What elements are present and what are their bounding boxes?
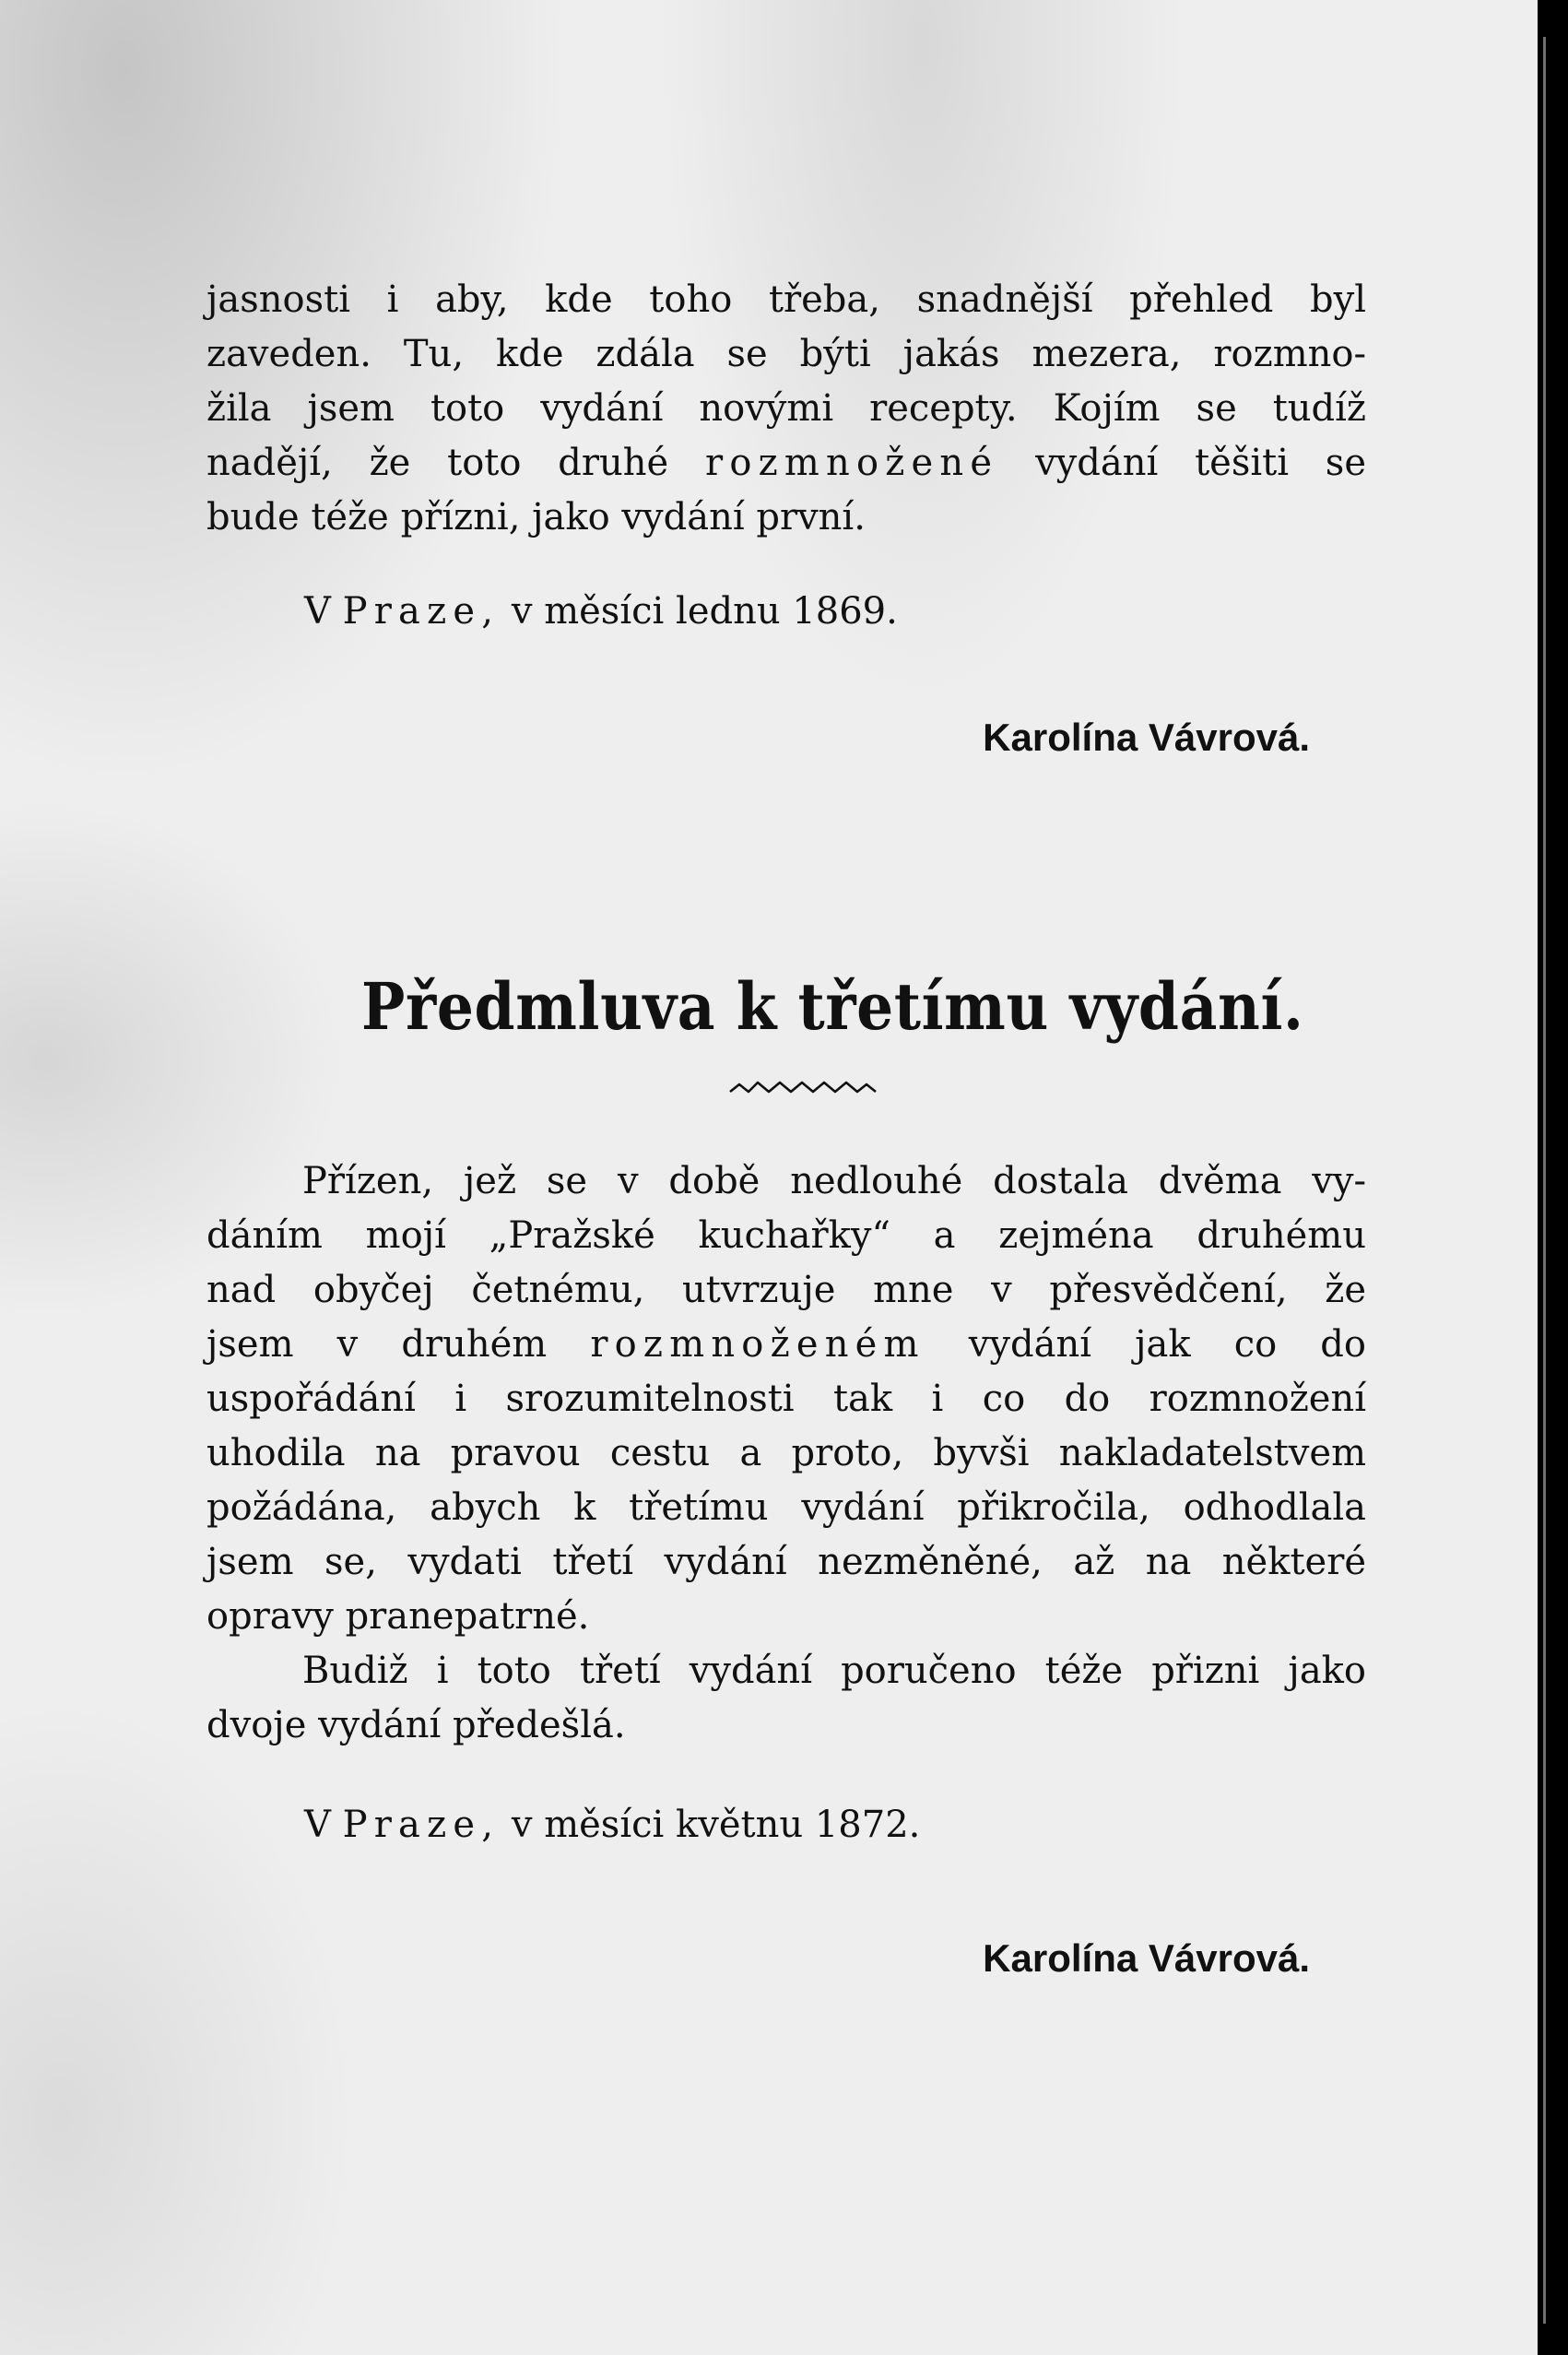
dateline-rest: v měsíci květnu 1872. [511,1804,921,1846]
text-line: uhodila na pravou cestu a proto, byvši nakladatelstvem [206,1432,1366,1474]
dateline-prefix: V [304,590,331,633]
text-line: jsem se, vydati třetí vydání nezměněné, až na některé [206,1541,1366,1583]
text-line: jasnosti i aby, kde toho třeba, snadnější přehled byl [206,278,1366,321]
section-heading: Předmluva k třetímu vydání. [361,968,1304,1045]
text-line: zaveden. Tu, kde zdála se býti jakás mezera, rozmno- [206,333,1366,375]
dateline-2 [304,1804,920,1846]
text-line: Přízen, jež se v době nedlouhé dostala dvěma vy- [302,1160,1366,1202]
text-fragment: jsem v druhém [206,1323,548,1366]
spaced-word: rozmnožené [705,442,999,484]
signature-2: Karolína Vávrová. [983,1936,1310,1980]
text-line: dáním mojí „Pražské kuchařky“ a zejména druhému [206,1214,1366,1257]
dateline-1 [304,590,898,633]
text-line: dvoje vydání předešlá. [206,1704,626,1746]
dateline-prefix: V [304,1804,331,1846]
page-edge-rule [1543,37,1546,2324]
text-line-with-spaced-word [206,436,1366,491]
main-paragraph [206,1154,1366,1753]
text-fragment: vydání jak co do [968,1323,1366,1366]
dateline-rest: v měsíci lednu 1869. [511,590,898,633]
top-paragraph [206,273,1366,545]
page-edge-border [1538,0,1568,2355]
dateline-city: Praze, [342,1804,501,1846]
text-line: bude téže přízni, jako vydání první. [206,496,866,538]
text-line: žila jsem toto vydání novými recepty. Kojím se tudíž [206,387,1366,430]
text-fragment: vydání těšiti se [1035,442,1367,484]
text-line: opravy pranepatrné. [206,1595,590,1638]
ornament-wave [728,1077,894,1099]
text-line-with-spaced-word [206,1318,1366,1372]
spaced-word: rozmnoženém [590,1323,925,1366]
text-line: nad obyčej četnému, utvrzuje mne v přesvědčení, že [206,1269,1366,1311]
text-line: uspořádání i srozumitelnosti tak i co do rozmnožení [206,1378,1366,1420]
text-fragment: nadějí, že toto druhé [206,442,669,484]
text-line: požádána, abych k třetímu vydání přikročila, odhodlala [206,1486,1366,1529]
dateline-city: Praze, [342,590,501,633]
signature-1: Karolína Vávrová. [983,716,1310,759]
text-line: Budiž i toto třetí vydání poručeno téže přizni jako [302,1650,1366,1692]
